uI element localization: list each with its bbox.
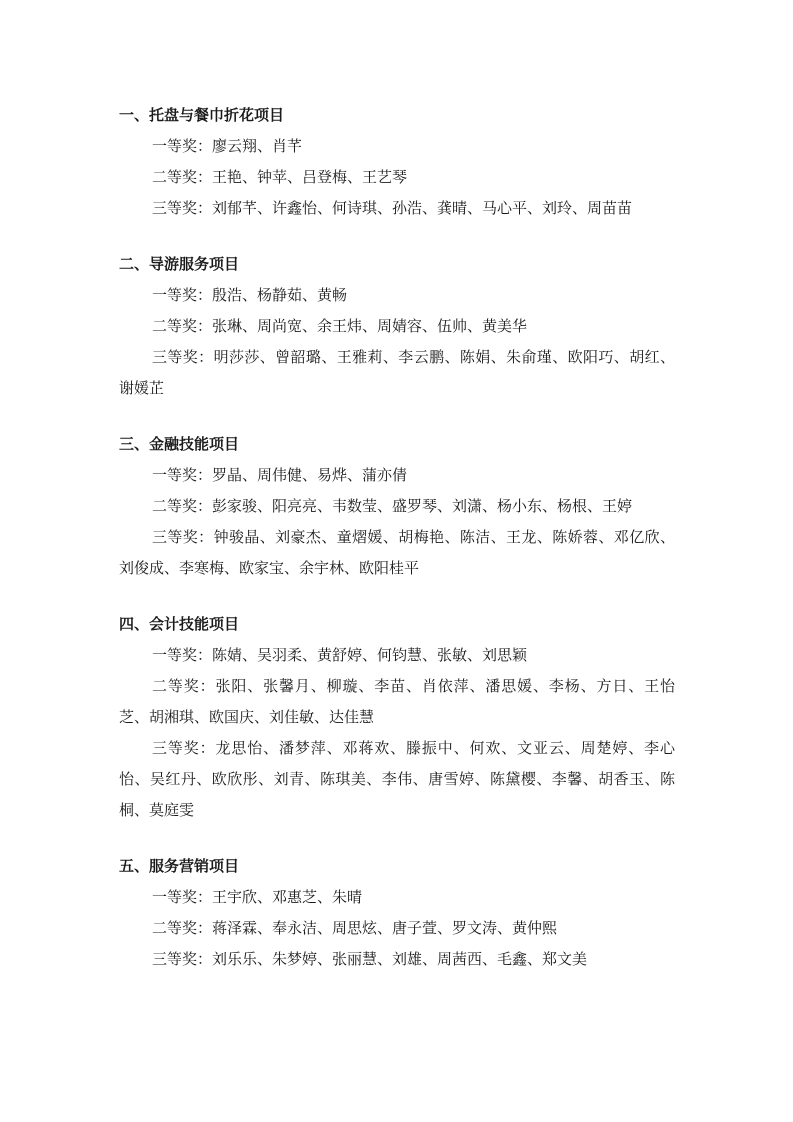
third-prize-line: 三等奖：明莎莎、曾韶璐、王雅莉、李云鹏、陈娟、朱俞瑾、欧阳巧、胡红、谢媛芷	[119, 348, 675, 397]
second-prize-line: 二等奖：王艳、钟苹、吕登梅、王艺琴	[152, 168, 408, 186]
third-prize-line: 三等奖：钟骏晶、刘豪杰、童熠媛、胡梅艳、陈洁、王龙、陈娇蓉、邓亿欣、刘俊成、李寒梅、欧家宝、余宇林、欧阳桂平	[119, 528, 675, 577]
third-prize-line: 三等奖：刘乐乐、朱梦婷、张丽慧、刘雄、周茜西、毛鑫、郑文美	[152, 950, 588, 968]
second-prize-line: 二等奖：张阳、张馨月、柳璇、李苗、肖依萍、潘思媛、李杨、方日、王怡芝、胡湘琪、欧国庆、刘佳敏、达佳慧	[119, 677, 675, 726]
section-service-marketing	[119, 851, 675, 975]
section-title: 一、托盘与餐巾折花项目	[119, 106, 285, 124]
third-prize-line: 三等奖：龙思怡、潘梦萍、邓蒋欢、滕振中、何欢、文亚云、周楚婷、李心怡、吴红丹、欧欣彤、刘青、陈琪美、李伟、唐雪婷、陈黛樱、李馨、胡香玉、陈桐、莫庭雯	[119, 739, 675, 819]
second-prize-line: 二等奖：蒋泽霖、奉永洁、周思炫、唐子萱、罗文涛、黄仲熙	[152, 919, 558, 937]
section-finance-skills	[119, 429, 675, 584]
second-prize-line: 二等奖：彭家骏、阳亮亮、韦数莹、盛罗琴、刘潇、杨小东、杨根、王婷	[152, 497, 633, 515]
first-prize-line: 一等奖：罗晶、周伟健、易烨、蒲亦倩	[152, 466, 408, 484]
section-title: 四、会计技能项目	[119, 615, 240, 633]
section-accounting-skills	[119, 609, 675, 826]
second-prize-line: 二等奖：张琳、周尚宽、余王炜、周婧容、伍帅、黄美华	[152, 317, 528, 335]
section-title: 三、金融技能项目	[119, 435, 240, 453]
section-tray-napkin	[119, 100, 675, 224]
third-prize-line: 三等奖：刘郁芊、许鑫怡、何诗琪、孙浩、龚晴、马心平、刘玲、周苗苗	[152, 199, 633, 217]
section-tour-guide	[119, 249, 675, 404]
section-title: 二、导游服务项目	[119, 255, 240, 273]
first-prize-line: 一等奖：王宇欣、邓惠芝、朱晴	[152, 888, 363, 906]
first-prize-line: 一等奖：廖云翔、肖芊	[152, 137, 303, 155]
first-prize-line: 一等奖：殷浩、杨静茹、黄畅	[152, 286, 348, 304]
first-prize-line: 一等奖：陈婧、吴羽柔、黄舒婷、何钧慧、张敏、刘思颖	[152, 646, 528, 664]
section-title: 五、服务营销项目	[119, 857, 240, 875]
